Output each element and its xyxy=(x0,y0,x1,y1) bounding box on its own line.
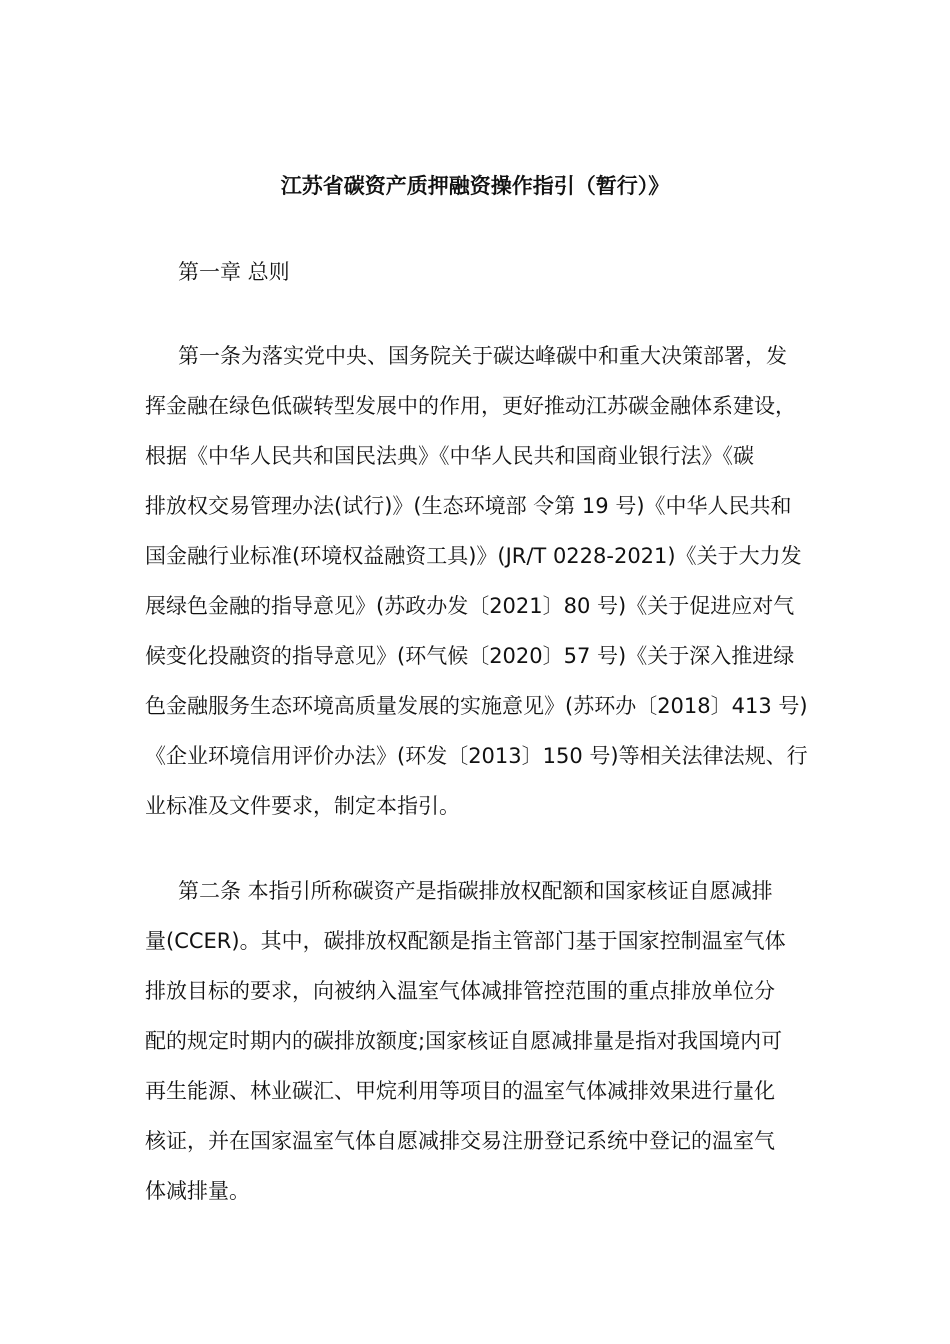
article-1-paragraph xyxy=(145,340,810,840)
paragraph-line: 第一条为落实党中央、国务院关于碳达峰碳中和重大决策部署，发 xyxy=(178,344,787,368)
paragraph-line: 配的规定时期内的碳排放额度;国家核证自愿减排量是指对我国境内可 xyxy=(145,1029,783,1053)
paragraph-line: 体减排量。 xyxy=(145,1179,250,1203)
paragraph-line: 根据《中华人民共和国民法典》《中华人民共和国商业银行法》《碳 xyxy=(145,444,754,468)
article-2-paragraph xyxy=(145,875,810,1225)
paragraph-line: 排放目标的要求，向被纳入温室气体减排管控范围的重点排放单位分 xyxy=(145,979,775,1003)
paragraph-line: 色金融服务生态环境高质量发展的实施意见》(苏环办〔2018〕413 号) xyxy=(145,694,808,718)
paragraph-line: 量(CCER)。其中，碳排放权配额是指主管部门基于国家控制温室气体 xyxy=(145,929,786,953)
document-title: 江苏省碳资产质押融资操作指引（暂行）》 xyxy=(280,174,670,198)
paragraph-line: 第二条 本指引所称碳资产是指碳排放权配额和国家核证自愿减排 xyxy=(178,879,773,903)
paragraph-line: 业标准及文件要求，制定本指引。 xyxy=(145,794,460,818)
paragraph-line: 核证，并在国家温室气体自愿减排交易注册登记系统中登记的温室气 xyxy=(145,1129,775,1153)
paragraph-line: 展绿色金融的指导意见》(苏政办发〔2021〕80 号)《关于促进应对气 xyxy=(145,594,795,618)
paragraph-line: 挥金融在绿色低碳转型发展中的作用，更好推动江苏碳金融体系建设， xyxy=(145,394,796,418)
chapter-heading: 第一章 总则 xyxy=(178,260,290,284)
paragraph-line: 排放权交易管理办法(试行)》(生态环境部 令第 19 号)《中华人民共和 xyxy=(145,494,792,518)
paragraph-line: 再生能源、林业碳汇、甲烷利用等项目的温室气体减排效果进行量化 xyxy=(145,1079,775,1103)
paragraph-line: 国金融行业标准(环境权益融资工具)》(JR/T 0228-2021)《关于大力发 xyxy=(145,544,802,568)
paragraph-line: 候变化投融资的指导意见》(环气候〔2020〕57 号)《关于深入推进绿 xyxy=(145,644,795,668)
paragraph-line: 《企业环境信用评价办法》(环发〔2013〕150 号)等相关法律法规、行 xyxy=(145,744,808,768)
